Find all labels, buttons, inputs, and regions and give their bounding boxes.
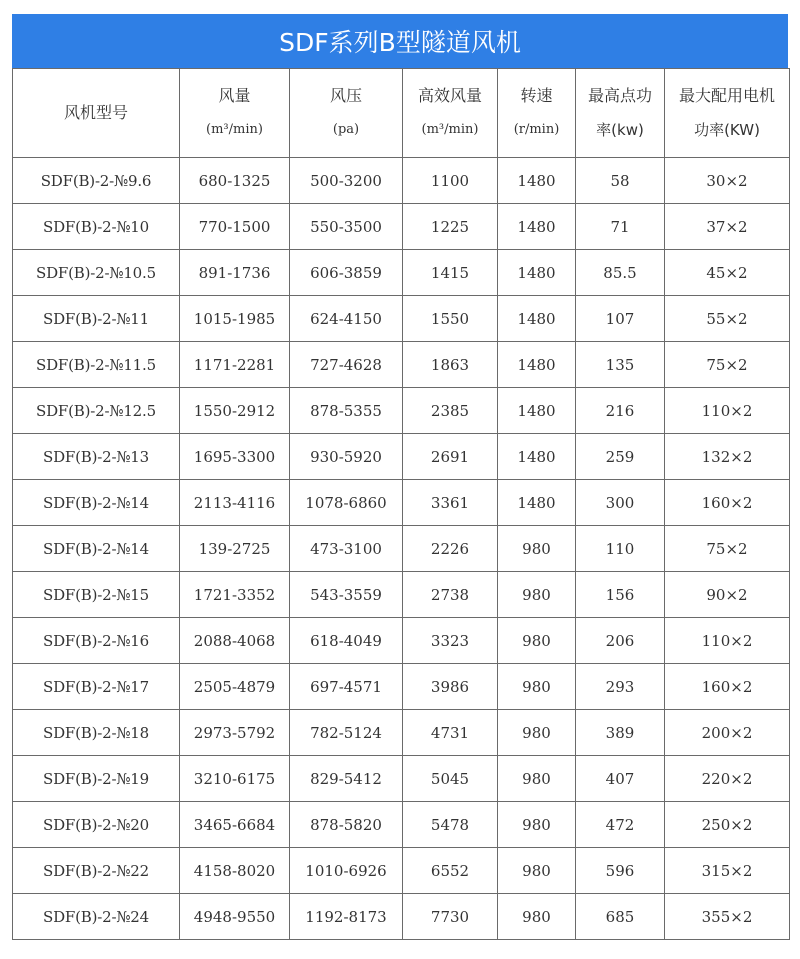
col-header-peak-power xyxy=(576,69,665,158)
cell-motor-power: 132×2 xyxy=(665,434,790,480)
table-row xyxy=(13,434,790,480)
cell-eff-flow: 5478 xyxy=(403,802,498,848)
cell-pressure: 624-4150 xyxy=(290,296,403,342)
cell-flow: 3210-6175 xyxy=(180,756,290,802)
cell-speed: 980 xyxy=(498,756,576,802)
table-row xyxy=(13,388,790,434)
cell-model: SDF(B)-2-№10 xyxy=(13,204,180,250)
cell-eff-flow: 1550 xyxy=(403,296,498,342)
cell-speed: 980 xyxy=(498,894,576,940)
table-row xyxy=(13,710,790,756)
cell-eff-flow: 2226 xyxy=(403,526,498,572)
table-row xyxy=(13,756,790,802)
cell-motor-power: 160×2 xyxy=(665,480,790,526)
cell-motor-power: 75×2 xyxy=(665,342,790,388)
cell-speed: 980 xyxy=(498,802,576,848)
cell-flow: 3465-6684 xyxy=(180,802,290,848)
header-label: 风压 xyxy=(329,86,362,105)
header-unit: (m³/min) xyxy=(206,122,263,137)
cell-eff-flow: 2385 xyxy=(403,388,498,434)
cell-pressure: 543-3559 xyxy=(290,572,403,618)
cell-pressure: 727-4628 xyxy=(290,342,403,388)
cell-flow: 1550-2912 xyxy=(180,388,290,434)
cell-pressure: 878-5820 xyxy=(290,802,403,848)
cell-model: SDF(B)-2-№12.5 xyxy=(13,388,180,434)
cell-motor-power: 110×2 xyxy=(665,388,790,434)
cell-motor-power: 55×2 xyxy=(665,296,790,342)
col-header-flow xyxy=(180,69,290,158)
cell-eff-flow: 1225 xyxy=(403,204,498,250)
cell-flow: 770-1500 xyxy=(180,204,290,250)
cell-flow: 4948-9550 xyxy=(180,894,290,940)
table-row xyxy=(13,664,790,710)
cell-peak-power: 300 xyxy=(576,480,665,526)
table-row xyxy=(13,572,790,618)
cell-speed: 1480 xyxy=(498,204,576,250)
cell-peak-power: 156 xyxy=(576,572,665,618)
cell-flow: 1695-3300 xyxy=(180,434,290,480)
cell-pressure: 1010-6926 xyxy=(290,848,403,894)
cell-motor-power: 90×2 xyxy=(665,572,790,618)
cell-peak-power: 259 xyxy=(576,434,665,480)
table-row xyxy=(13,618,790,664)
cell-model: SDF(B)-2-№15 xyxy=(13,572,180,618)
header-label: 高效风量 xyxy=(417,86,482,105)
fan-spec-table xyxy=(12,68,790,940)
cell-peak-power: 216 xyxy=(576,388,665,434)
cell-pressure: 829-5412 xyxy=(290,756,403,802)
cell-eff-flow: 1100 xyxy=(403,158,498,204)
col-header-pressure xyxy=(290,69,403,158)
cell-model: SDF(B)-2-№17 xyxy=(13,664,180,710)
table-row xyxy=(13,296,790,342)
col-header-eff-flow xyxy=(403,69,498,158)
cell-peak-power: 107 xyxy=(576,296,665,342)
cell-speed: 1480 xyxy=(498,342,576,388)
cell-flow: 1015-1985 xyxy=(180,296,290,342)
header-label: 转速 xyxy=(520,86,553,105)
cell-peak-power: 85.5 xyxy=(576,250,665,296)
cell-speed: 1480 xyxy=(498,250,576,296)
cell-motor-power: 37×2 xyxy=(665,204,790,250)
cell-peak-power: 58 xyxy=(576,158,665,204)
cell-motor-power: 355×2 xyxy=(665,894,790,940)
cell-flow: 891-1736 xyxy=(180,250,290,296)
header-unit: (pa) xyxy=(332,122,360,137)
cell-speed: 1480 xyxy=(498,480,576,526)
cell-pressure: 606-3859 xyxy=(290,250,403,296)
cell-model: SDF(B)-2-№9.6 xyxy=(13,158,180,204)
cell-eff-flow: 2691 xyxy=(403,434,498,480)
cell-peak-power: 472 xyxy=(576,802,665,848)
cell-model: SDF(B)-2-№22 xyxy=(13,848,180,894)
cell-speed: 980 xyxy=(498,664,576,710)
header-unit: 率(kw) xyxy=(596,121,644,139)
table-row xyxy=(13,802,790,848)
cell-model: SDF(B)-2-№20 xyxy=(13,802,180,848)
cell-model: SDF(B)-2-№10.5 xyxy=(13,250,180,296)
cell-speed: 1480 xyxy=(498,158,576,204)
table-row xyxy=(13,342,790,388)
cell-peak-power: 407 xyxy=(576,756,665,802)
table-title: SDF系列B型隧道风机 xyxy=(12,14,788,68)
cell-speed: 1480 xyxy=(498,296,576,342)
cell-speed: 980 xyxy=(498,618,576,664)
cell-motor-power: 30×2 xyxy=(665,158,790,204)
header-unit: (r/min) xyxy=(513,122,560,137)
header-label: 最大配用电机 xyxy=(678,86,775,105)
cell-flow: 2973-5792 xyxy=(180,710,290,756)
cell-motor-power: 315×2 xyxy=(665,848,790,894)
table-row xyxy=(13,894,790,940)
table-row xyxy=(13,250,790,296)
col-header-speed xyxy=(498,69,576,158)
cell-speed: 1480 xyxy=(498,434,576,480)
cell-speed: 980 xyxy=(498,572,576,618)
cell-model: SDF(B)-2-№11 xyxy=(13,296,180,342)
cell-eff-flow: 1863 xyxy=(403,342,498,388)
table-row xyxy=(13,204,790,250)
cell-model: SDF(B)-2-№19 xyxy=(13,756,180,802)
cell-model: SDF(B)-2-№14 xyxy=(13,480,180,526)
cell-flow: 139-2725 xyxy=(180,526,290,572)
cell-pressure: 697-4571 xyxy=(290,664,403,710)
header-label: 最高点功 xyxy=(587,86,652,105)
cell-pressure: 473-3100 xyxy=(290,526,403,572)
header-unit: 功率(KW) xyxy=(694,121,760,139)
cell-flow: 2113-4116 xyxy=(180,480,290,526)
cell-peak-power: 596 xyxy=(576,848,665,894)
cell-eff-flow: 5045 xyxy=(403,756,498,802)
cell-flow: 4158-8020 xyxy=(180,848,290,894)
cell-model: SDF(B)-2-№11.5 xyxy=(13,342,180,388)
cell-eff-flow: 7730 xyxy=(403,894,498,940)
cell-eff-flow: 3323 xyxy=(403,618,498,664)
cell-pressure: 878-5355 xyxy=(290,388,403,434)
cell-model: SDF(B)-2-№18 xyxy=(13,710,180,756)
cell-flow: 1721-3352 xyxy=(180,572,290,618)
cell-pressure: 782-5124 xyxy=(290,710,403,756)
table-row xyxy=(13,848,790,894)
cell-peak-power: 389 xyxy=(576,710,665,756)
cell-pressure: 618-4049 xyxy=(290,618,403,664)
header-label: 风量 xyxy=(218,86,251,105)
cell-peak-power: 135 xyxy=(576,342,665,388)
cell-motor-power: 110×2 xyxy=(665,618,790,664)
cell-motor-power: 160×2 xyxy=(665,664,790,710)
cell-flow: 1171-2281 xyxy=(180,342,290,388)
table-row xyxy=(13,526,790,572)
cell-peak-power: 206 xyxy=(576,618,665,664)
cell-pressure: 550-3500 xyxy=(290,204,403,250)
cell-eff-flow: 1415 xyxy=(403,250,498,296)
cell-pressure: 1192-8173 xyxy=(290,894,403,940)
col-header-motor-power xyxy=(665,69,790,158)
cell-model: SDF(B)-2-№13 xyxy=(13,434,180,480)
header-unit: (m³/min) xyxy=(421,122,479,137)
table-row xyxy=(13,158,790,204)
cell-eff-flow: 3361 xyxy=(403,480,498,526)
header-label: 风机型号 xyxy=(63,103,128,122)
cell-peak-power: 110 xyxy=(576,526,665,572)
cell-peak-power: 685 xyxy=(576,894,665,940)
cell-speed: 980 xyxy=(498,710,576,756)
cell-model: SDF(B)-2-№16 xyxy=(13,618,180,664)
cell-eff-flow: 6552 xyxy=(403,848,498,894)
cell-speed: 980 xyxy=(498,848,576,894)
cell-flow: 680-1325 xyxy=(180,158,290,204)
cell-motor-power: 220×2 xyxy=(665,756,790,802)
cell-motor-power: 250×2 xyxy=(665,802,790,848)
cell-pressure: 1078-6860 xyxy=(290,480,403,526)
cell-eff-flow: 4731 xyxy=(403,710,498,756)
cell-speed: 980 xyxy=(498,526,576,572)
col-header-model xyxy=(13,69,180,158)
cell-model: SDF(B)-2-№14 xyxy=(13,526,180,572)
cell-model: SDF(B)-2-№24 xyxy=(13,894,180,940)
cell-eff-flow: 2738 xyxy=(403,572,498,618)
cell-speed: 1480 xyxy=(498,388,576,434)
cell-pressure: 930-5920 xyxy=(290,434,403,480)
cell-peak-power: 293 xyxy=(576,664,665,710)
cell-motor-power: 200×2 xyxy=(665,710,790,756)
cell-pressure: 500-3200 xyxy=(290,158,403,204)
cell-flow: 2088-4068 xyxy=(180,618,290,664)
cell-eff-flow: 3986 xyxy=(403,664,498,710)
cell-peak-power: 71 xyxy=(576,204,665,250)
cell-motor-power: 75×2 xyxy=(665,526,790,572)
header-row xyxy=(13,69,790,158)
cell-motor-power: 45×2 xyxy=(665,250,790,296)
table-row xyxy=(13,480,790,526)
cell-flow: 2505-4879 xyxy=(180,664,290,710)
